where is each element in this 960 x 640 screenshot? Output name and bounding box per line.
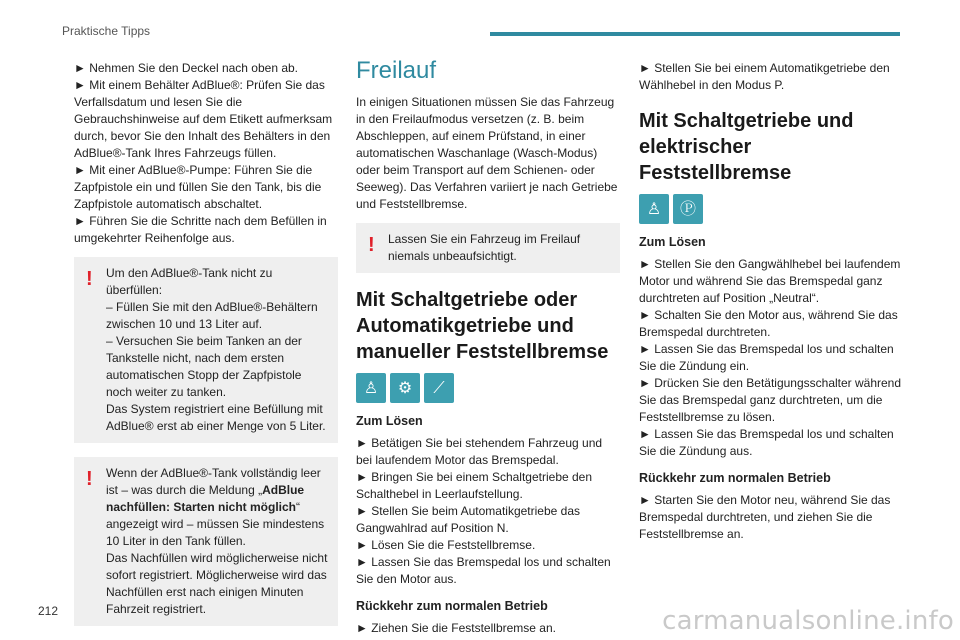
header-title: Praktische Tipps <box>62 24 151 38</box>
step: ► Nehmen Sie den Deckel nach oben ab. <box>74 61 299 75</box>
return-heading: Rückkehr zum normalen Betrieb <box>356 599 548 613</box>
step: ► Mit einer AdBlue®-Pumpe: Führen Sie die Zapfpistole ein und füllen Sie den Tank, bis die Zapfpistole automatisch abschaltet. <box>74 163 322 211</box>
subsection-title: Mit Schaltgetriebe und elektrischer Feststellbremse <box>639 110 854 184</box>
step: ► Stellen Sie den Gangwählhebel bei laufendem Motor und während Sie das Bremspedal ganz durchtreten auf Position „Neutral“. <box>639 257 901 305</box>
column-3 <box>639 60 903 543</box>
watermark: carmanualsonline.info <box>662 606 954 636</box>
note-line: Wenn der AdBlue®-Tank vollständig leer ist – was durch die Meldung „AdBlue nachfüllen: Starten nicht möglich“ angezeigt wird – müssen Sie mindestens 10 Liter in den Tank füllen. <box>106 466 325 548</box>
note-line: Um den AdBlue®-Tank nicht zu überfüllen: <box>106 266 273 297</box>
page-number: 212 <box>38 604 59 618</box>
exclamation-icon: ! <box>368 234 375 256</box>
step: ► Betätigen Sie bei stehendem Fahrzeug und bei laufendem Motor das Bremspedal. <box>356 436 603 467</box>
exclamation-icon: ! <box>86 468 93 490</box>
electric-parking-brake-icon: Ⓟ <box>673 194 703 224</box>
column-1 <box>74 60 338 626</box>
step: ► Führen Sie die Schritte nach dem Befüllen in umgekehrter Reihenfolge aus. <box>74 214 327 245</box>
note-line: Lassen Sie ein Fahrzeug im Freilauf niemals unbeaufsichtigt. <box>388 232 581 263</box>
intro-text: In einigen Situationen müssen Sie das Fahrzeug in den Freilaufmodus versetzen (z. B. beim Abschleppen, auf einem Prüfstand, in einer automatischen Waschanlage (Wasch-Modus) oder beim Transport auf dem Schienen- oder Seeweg). Das Verfahren variiert je nach Getriebe und Feststellbremse. <box>356 95 618 211</box>
note-line: Das System registriert eine Befüllung mit AdBlue® erst ab einer Menge von 5 Liter. <box>106 402 326 433</box>
step: ► Stellen Sie bei einem Automatikgetriebe den Wählhebel in den Modus P. <box>639 61 890 92</box>
release-heading: Zum Lösen <box>639 235 706 249</box>
note-line: – Versuchen Sie beim Tanken an der Tankstelle nicht, nach dem ersten automatischen Stopp der Zapfpistole noch weiter zu tanken. <box>106 334 302 399</box>
release-heading: Zum Lösen <box>356 414 423 428</box>
automatic-gear-icon: ⚙ <box>390 373 420 403</box>
step: ► Ziehen Sie die Feststellbremse an. <box>356 621 556 635</box>
step: ► Lassen Sie das Bremspedal los und schalten Sie die Zündung ein. <box>639 342 894 373</box>
step: ► Lösen Sie die Feststellbremse. <box>356 538 536 552</box>
step: ► Starten Sie den Motor neu, während Sie das Bremspedal durchtreten, und ziehen Sie die Feststellbremse an. <box>639 493 891 541</box>
column-2 <box>356 57 620 637</box>
section-title: Freilauf <box>356 57 437 84</box>
step: ► Drücken Sie den Betätigungsschalter während Sie das Bremspedal ganz durchtreten, um die Feststellbremse zu lösen. <box>639 376 902 424</box>
return-heading: Rückkehr zum normalen Betrieb <box>639 471 831 485</box>
step: ► Stellen Sie beim Automatikgetriebe das Gangwahlrad auf Position N. <box>356 504 580 535</box>
step: ► Lassen Sie das Bremspedal los und schalten Sie den Motor aus. <box>356 555 611 586</box>
subsection-title: Mit Schaltgetriebe oder Automatikgetriebe und manueller Feststellbremse <box>356 289 609 363</box>
header-accent-bar <box>490 32 900 36</box>
exclamation-icon: ! <box>86 268 93 290</box>
warning-note <box>74 257 338 443</box>
step: ► Bringen Sie bei einem Schaltgetriebe den Schalthebel in Leerlaufstellung. <box>356 470 593 501</box>
step: ► Mit einem Behälter AdBlue®: Prüfen Sie das Verfallsdatum und lesen Sie die Gebrauchshinweise auf dem Etikett aufmerksam durch, bevor Sie den Inhalt des Behälters in den AdBlue®-Tank Ihres Fahrzeugs füllen. <box>74 78 333 160</box>
icon-row <box>356 373 620 403</box>
gear-lever-icon: ♙ <box>639 194 669 224</box>
gear-lever-icon: ♙ <box>356 373 386 403</box>
handbrake-icon: ⟋ <box>424 373 454 403</box>
note-line: – Füllen Sie mit den AdBlue®-Behältern zwischen 10 und 13 Liter auf. <box>106 300 318 331</box>
icon-row <box>639 194 903 224</box>
step: ► Lassen Sie das Bremspedal los und schalten Sie die Zündung aus. <box>639 427 894 458</box>
step: ► Schalten Sie den Motor aus, während Sie das Bremspedal durchtreten. <box>639 308 898 339</box>
warning-note <box>74 457 338 626</box>
warning-note <box>356 223 620 273</box>
note-line: Das Nachfüllen wird möglicherweise nicht sofort registriert. Möglicherweise wird das Nachfüllen erst nach einigen Minuten Fahrzeit registriert. <box>106 551 328 616</box>
